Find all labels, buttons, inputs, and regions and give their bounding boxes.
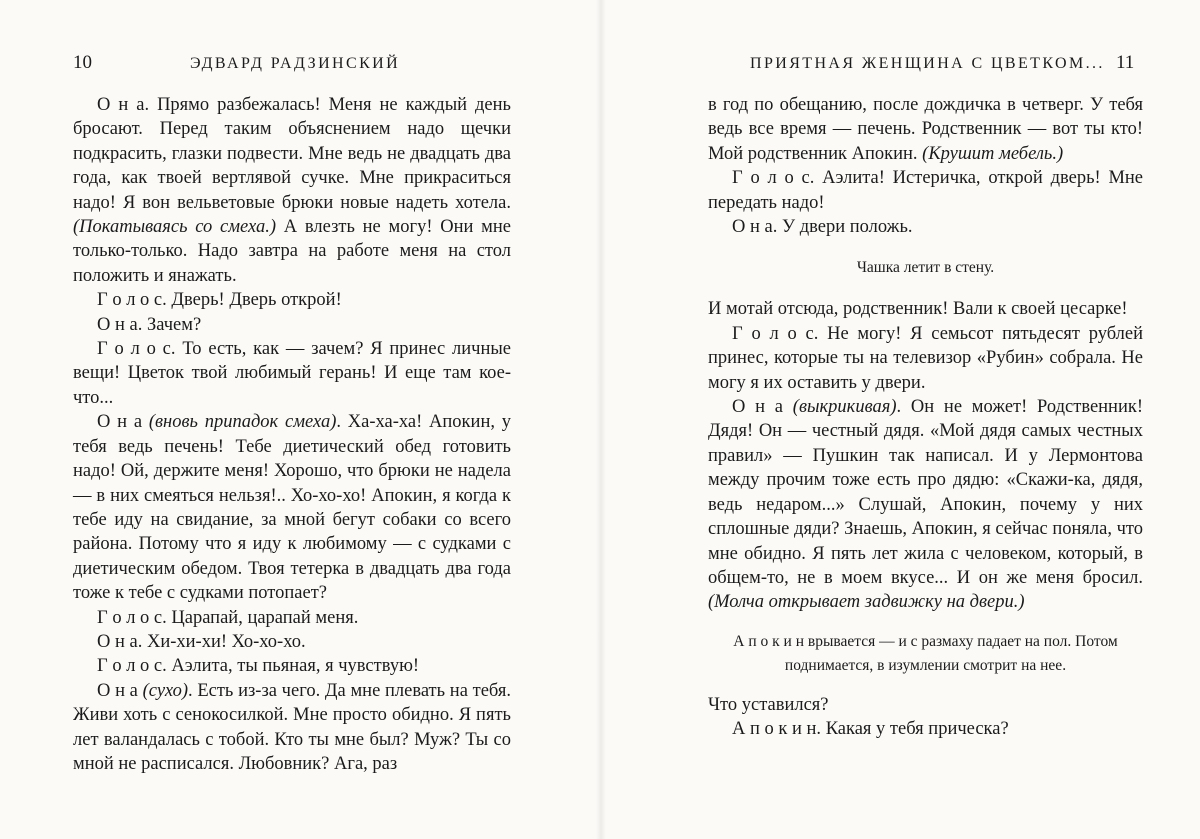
paragraph: в год по обещанию, после дождичка в четверг. У тебя ведь все время — печень. Родственник — вот ты кто! Мой родственник Апокин. (Крушит мебель.)	[708, 95, 1143, 164]
paragraph: Г о л о с. То есть, как — зачем? Я принес личные вещи! Цветок твой любимый герань! И еще там кое-что...	[73, 339, 512, 408]
paragraph: О н а. Зачем?	[97, 314, 202, 335]
paragraph: Г о л о с. Не могу! Я семьсот пятьдесят рублей принес, которые ты на телевизор «Рубин» собрала. Не могу я их оставить у двери.	[708, 323, 1144, 393]
paragraph: Г о л о с. Аэлита, ты пьяная, я чувствую!	[97, 656, 420, 677]
stage-direction: Чашка летит в стену.	[856, 259, 995, 277]
left-page-number: 10	[73, 52, 92, 73]
paragraph: Г о л о с. Царапай, царапай меня.	[97, 607, 359, 628]
left-running-head: ЭДВАРД РАДЗИНСКИЙ	[190, 55, 401, 72]
left-page-text	[73, 93, 511, 776]
right-page-number: 11	[1116, 52, 1135, 73]
paragraph: Г о л о с. Аэлита! Истеричка, открой дверь! Мне передать надо!	[708, 168, 1143, 213]
right-running-head: ПРИЯТНАЯ ЖЕНЩИНА С ЦВЕТКОМ...	[750, 55, 1105, 72]
paragraph: О н а. У двери положь.	[732, 217, 913, 238]
paragraph: О н а (вновь припадок смеха). Ха-ха-ха! Апокин, у тебя ведь печень! Тебе диетический обед готовить надо! Ой, держите меня! Хорошо, что брюки не надела — в них смеяться нельзя!.. Хо-хо-хо! Апокин, я когда к тебе иду на свидание, за мной бегут собаки со всего района. Потому что я иду к любимому — с судками с диетическим обедом. Твоя тетерка в двадцать два года тоже к тебе с судками потопает?	[73, 412, 511, 604]
paragraph: И мотай отсюда, родственник! Вали к своей цесарке!	[708, 299, 1128, 320]
paragraph: О н а (выкрикивая). Он не может! Родственник! Дядя! Он — честный дядя. «Мой дядя самых честных правил» — Пушкин так написал. И у Лермонтова между прочим тоже есть про дядю: «Скажи-ка, дядя, ведь недаром...» Слушай, Апокин, почему у них сплошные дяди? Знаешь, Апокин, я сейчас поняла, что мне обидно. Я пять лет жила с человеком, который, в общем-то, не в моем вкусе... И он же меня бросил. (Молча открывает задвижку на двери.)	[708, 397, 1144, 613]
paragraph: А п о к и н. Какая у тебя прическа?	[732, 719, 1009, 740]
right-page	[600, 0, 1200, 839]
paragraph: Г о л о с. Дверь! Дверь открой!	[97, 290, 342, 311]
paragraph: О н а (сухо). Есть из-за чего. Да мне плевать на тебя. Живи хоть с сенокосилкой. Мне просто обидно. Я пять лет валандалась с тобой. Кто ты мне был? Муж? Ты со мной не расписался. Любовник? Ага, раз	[73, 680, 512, 774]
right-page-text	[708, 93, 1143, 742]
paragraph: Что уставился?	[708, 694, 829, 715]
stage-direction: А п о к и н врывается — и с размаху падает на пол. Потом поднимается, в изумлении смотрит на нее.	[733, 632, 1118, 674]
paragraph: О н а. Хи-хи-хи! Хо-хо-хо.	[97, 631, 306, 652]
paragraph: О н а. Прямо разбежалась! Меня не каждый день бросают. Перед таким объяснением надо щечки подкрасить, глазки подвести. Мне ведь не двадцать два года, как твоей вертлявой сучке. Мне прикраситься надо! Я вон вельветовые брюки новые надеть хотела. (Покатываясь со смеха.) А влезть не могу! Они мне только-только. Надо завтра на работе меня на стол положить и янажать.	[73, 95, 511, 286]
